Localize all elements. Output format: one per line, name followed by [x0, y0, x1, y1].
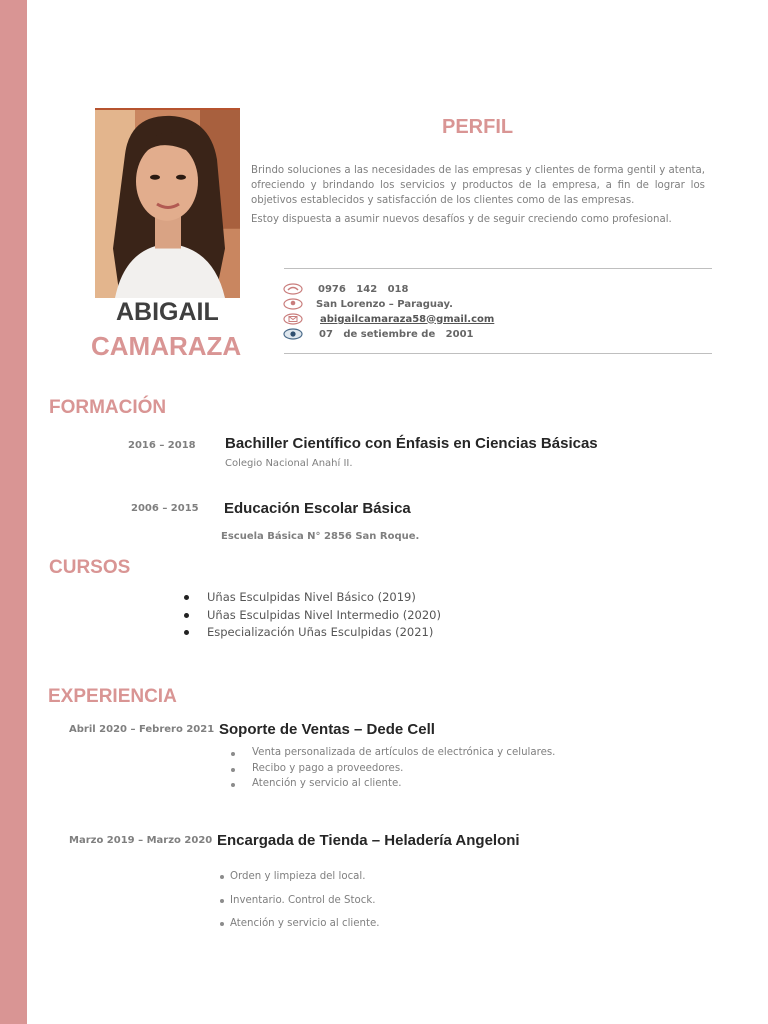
- bullet-icon: [184, 613, 189, 618]
- education-title: Educación Escolar Básica: [224, 500, 411, 517]
- bullet-icon: [184, 630, 189, 635]
- list-item: [219, 895, 379, 919]
- bullet-icon: [184, 595, 189, 600]
- bullet-icon: [231, 768, 235, 772]
- course-label: Uñas Esculpidas Nivel Básico (2019): [207, 590, 416, 604]
- list-item: [183, 608, 441, 626]
- list-item: [228, 763, 555, 779]
- contact-phone: [283, 282, 408, 296]
- location-pin-icon: [283, 298, 303, 310]
- perfil-summary: [251, 163, 705, 231]
- contact-birthdate: [283, 327, 474, 341]
- profile-photo: [95, 108, 240, 298]
- job-dates: Abril 2020 – Febrero 2021: [69, 724, 215, 735]
- email-link[interactable]: abigailcamaraza58@gmail.com: [320, 313, 495, 325]
- phone-number: 0976 142 018: [318, 283, 409, 295]
- education-institution: Colegio Nacional Anahí II.: [225, 458, 353, 469]
- course-label: Uñas Esculpidas Nivel Intermedio (2020): [207, 607, 441, 622]
- formacion-heading: FORMACIÓN: [49, 397, 167, 418]
- bullet-icon: [220, 875, 224, 879]
- accent-side-bar: [0, 0, 27, 1024]
- divider-line: [284, 268, 712, 269]
- list-item: [219, 918, 379, 942]
- duty-label: Venta personalizada de artículos de electrónica y celulares.: [252, 747, 556, 758]
- list-item: [183, 590, 441, 608]
- cursos-heading: CURSOS: [49, 557, 131, 578]
- list-item: [228, 747, 555, 763]
- job-duties-list: [228, 747, 555, 794]
- education-dates: 2006 – 2015: [131, 503, 199, 514]
- phone-icon: [283, 283, 303, 295]
- contact-email[interactable]: [283, 312, 494, 326]
- perfil-paragraph: Brindo soluciones a las necesidades de las empresas y clientes de forma gentil y atenta, ofreciendo y brindando los servicios y productos de la empresa, a fin de lograr los objetivos establecidos y satisfacción de los clientes como de las empresas.: [251, 165, 705, 206]
- education-institution: Escuela Básica N° 2856 San Roque.: [221, 531, 420, 542]
- birthdate-text: 07 de setiembre de 2001: [319, 328, 474, 340]
- bullet-icon: [220, 899, 224, 903]
- location-text: San Lorenzo – Paraguay.: [316, 298, 453, 310]
- list-item: [219, 871, 379, 895]
- duty-label: Orden y limpieza del local.: [230, 871, 366, 882]
- divider-line: [284, 353, 712, 354]
- bullet-icon: [220, 922, 224, 926]
- perfil-paragraph: Estoy dispuesta a asumir nuevos desafíos y de seguir creciendo como profesional.: [251, 214, 672, 225]
- education-dates: 2016 – 2018: [128, 440, 196, 451]
- job-dates: Marzo 2019 – Marzo 2020: [69, 835, 213, 846]
- experiencia-heading: EXPERIENCIA: [48, 686, 177, 707]
- bullet-icon: [231, 783, 235, 787]
- job-title: Encargada de Tienda – Heladería Angeloni: [217, 832, 520, 849]
- list-item: [228, 778, 555, 794]
- eye-icon: [283, 328, 303, 340]
- education-title: Bachiller Científico con Énfasis en Ciencias Básicas: [225, 435, 598, 452]
- job-title: Soporte de Ventas – Dede Cell: [219, 721, 435, 738]
- contact-location: [283, 297, 453, 311]
- portrait-image: [95, 110, 240, 298]
- perfil-heading: PERFIL: [442, 116, 514, 138]
- duty-label: Inventario. Control de Stock.: [230, 894, 376, 906]
- envelope-icon: [283, 313, 303, 325]
- list-item: [183, 625, 441, 643]
- last-name: CAMARAZA: [91, 331, 242, 361]
- duty-label: Atención y servicio al cliente.: [230, 918, 380, 929]
- job-duties-list: [219, 871, 379, 942]
- courses-list: [183, 590, 441, 643]
- first-name: ABIGAIL: [116, 298, 219, 326]
- duty-label: Atención y servicio al cliente.: [252, 778, 402, 789]
- bullet-icon: [231, 752, 235, 756]
- course-label: Especialización Uñas Esculpidas (2021): [207, 625, 434, 639]
- duty-label: Recibo y pago a proveedores.: [252, 762, 404, 774]
